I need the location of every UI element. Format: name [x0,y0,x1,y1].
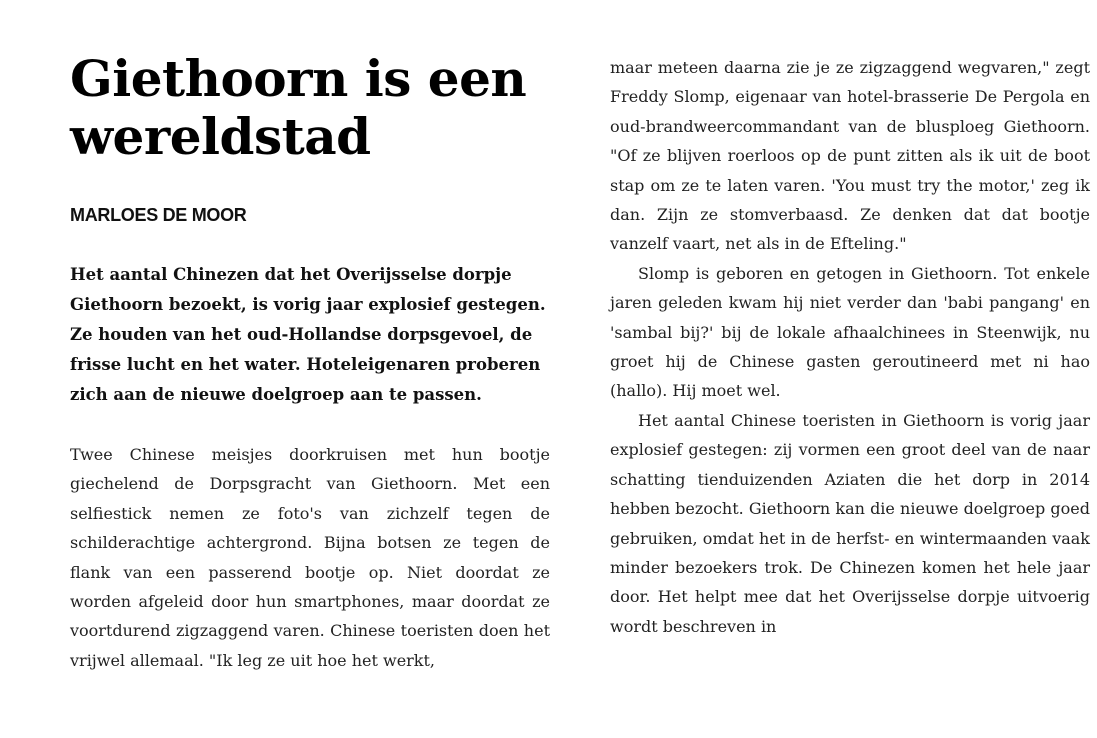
article-title: Giethoorn is een wereldstad [70,49,527,166]
article-body-paragraph: Twee Chinese meisjes doorkruisen met hun bootje giechelend de Dorpsgracht van Giethoorn. Met een selfiestick nemen ze foto's van zichzelf tegen de schilderachtige achtergrond. Bijna botsen ze tegen de flank van een passerend bootje op. Niet doordat ze worden afgeleid door hun smartphones, maar doordat ze voortdurend zigzaggend varen. Chinese toeristen doen het vrijwel allemaal. "Ik leg ze uit hoe het werkt, [70,445,550,670]
article-body-paragraph: Slomp is geboren en getogen in Giethoorn. Tot enkele jaren geleden kwam hij niet verder dan 'babi pangang' en 'sambal bij?' bij de lokale afhaalchinees in Steenwijk, nu groet hij de Chinese gasten geroutineerd met ni hao (hallo). Hij moet wel. [610,263,1090,401]
article-author: MARLOES DE MOOR [70,205,247,225]
article-left-column [70,0,550,675]
article-body-paragraph: Het aantal Chinese toeristen in Giethoorn is vorig jaar explosief gestegen: zij vormen een groot deel van de naar schatting tienduizenden Aziaten die het dorp in 2014 hebben bezocht. Giethoorn kan die nieuwe doelgroep goed gebruiken, omdat het in de herfst- en wintermaanden vaak minder bezoekers trok. De Chinezen komen het hele jaar door. Het helpt mee dat het Overijsselse dorpje uitvoerig wordt beschreven in [610,410,1090,636]
article-right-column [610,0,1090,641]
article-lead: Het aantal Chinezen dat het Overijsselse dorpje Giethoorn bezoekt, is vorig jaar explosief gestegen. Ze houden van het oud-Hollandse dorpsgevoel, de frisse lucht en het water. Hoteleigenaren proberen zich aan de nieuwe doelgroep aan te passen. [70,265,546,404]
article-body-paragraph: maar meteen daarna zie je ze zigzaggend wegvaren," zegt Freddy Slomp, eigenaar van hotel-brasserie De Pergola en oud-brandweercommandant van de blusploeg Giethoorn. "Of ze blijven roerloos op de punt zitten als ik uit de boot stap om ze te laten varen. 'You must try the motor,' zeg ik dan. Zijn ze stomverbaasd. Ze denken dat dat bootje vanzelf vaart, net als in de Efteling." [610,58,1090,254]
article-body-continued [610,0,1090,641]
